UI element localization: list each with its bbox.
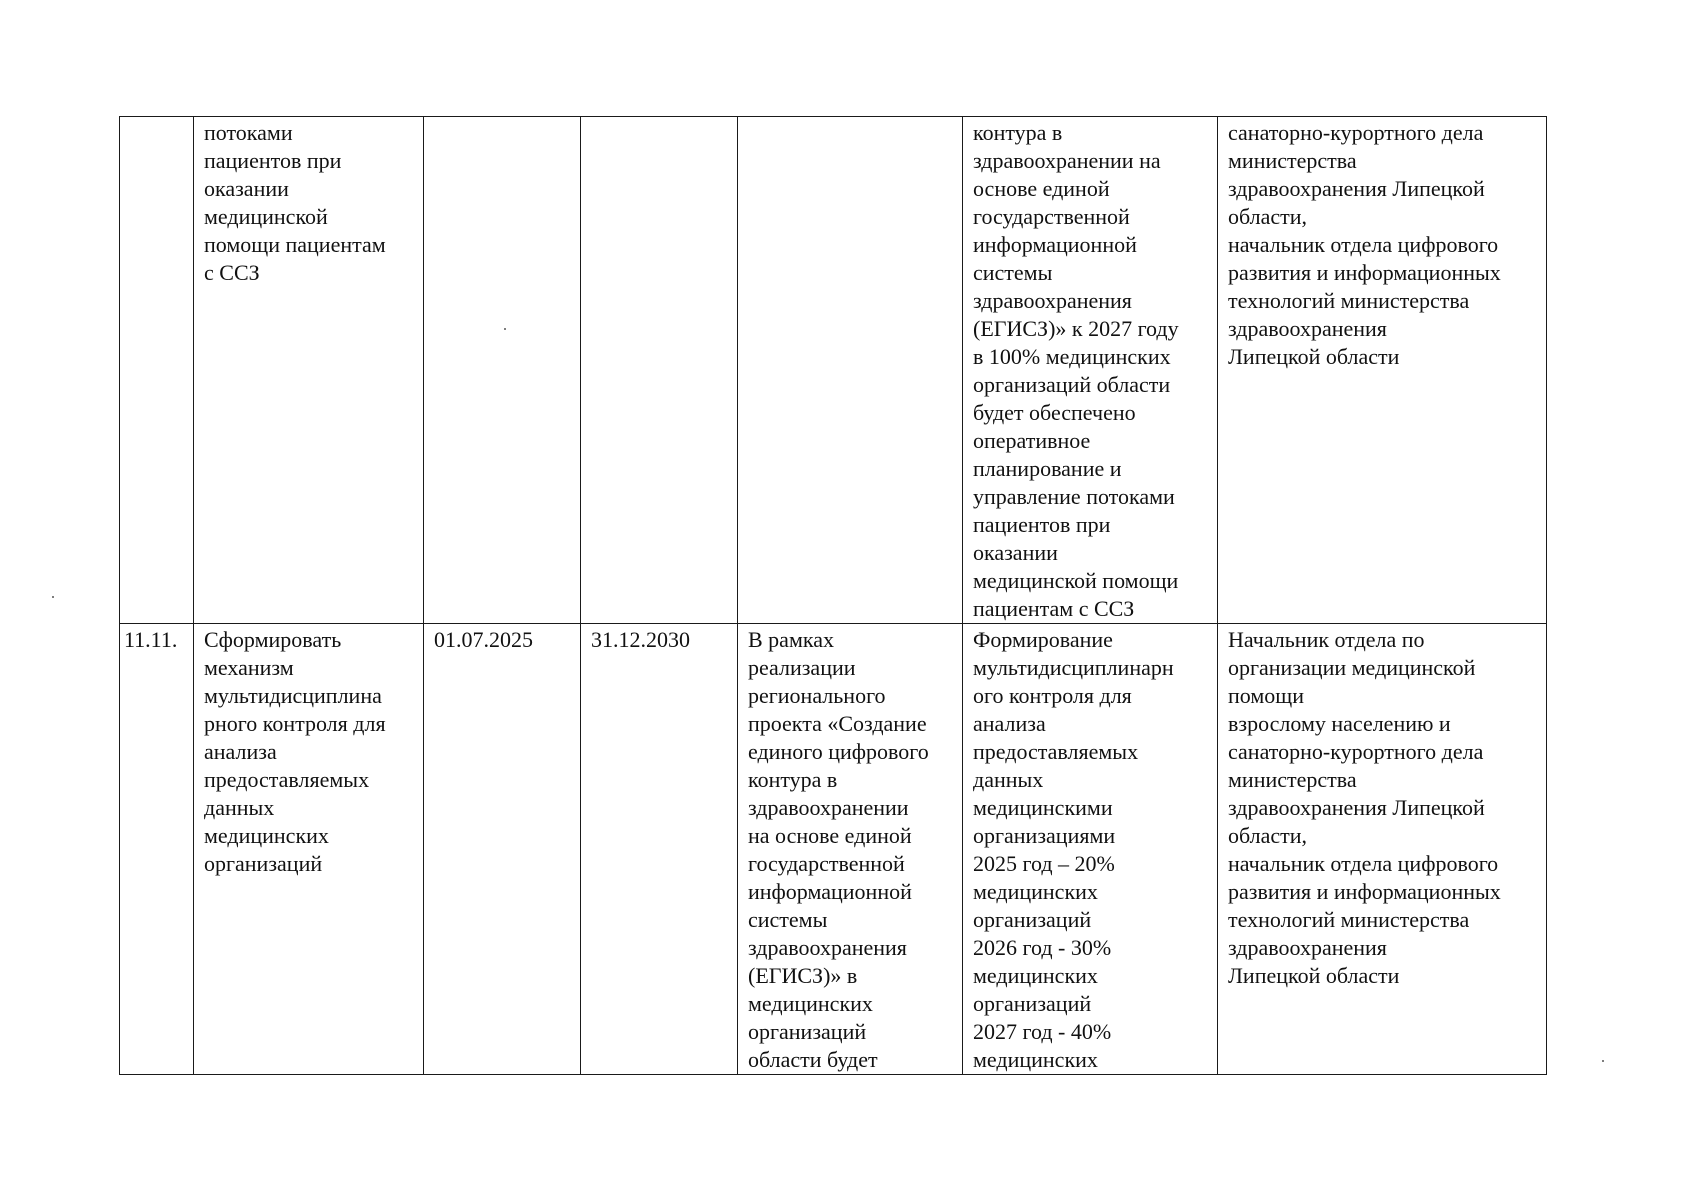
cell-description: В рамках реализации регионального проекта «Создание единого цифрового контура в здравоохранении на основе единой государственной информационной системы здравоохранения (ЕГИСЗ)» в медицинских организаций области будет [738,624,963,1075]
scan-speck [1602,1060,1604,1062]
scan-speck [52,596,54,598]
cell-description [738,117,963,624]
cell-number: 11.11. [120,624,194,1075]
cell-result: контура в здравоохранении на основе единой государственной информационной системы здравоохранения (ЕГИСЗ)» к 2027 году в 100% медицинских организаций области будет обеспечено оперативное планирование и управление потоками пациентов при оказании медицинской помощи пациентам с ССЗ [963,117,1218,624]
table-row [120,624,1547,1075]
cell-action: потоками пациентов при оказании медицинской помощи пациентам с ССЗ [194,117,424,624]
scan-speck [504,328,506,330]
plan-table [119,116,1547,1075]
cell-number [120,117,194,624]
table-row [120,117,1547,624]
cell-responsible: Начальник отдела по организации медицинской помощи взрослому населению и санаторно-курортного дела министерства здравоохранения Липецкой области, начальник отдела цифрового развития и информационных технологий министерства здравоохранения Липецкой области [1218,624,1547,1075]
cell-end-date [581,117,738,624]
cell-start-date [424,117,581,624]
cell-result: Формирование мультидисциплинарн ого контроля для анализа предоставляемых данных медицинскими организациями 2025 год – 20% медицинских организаций 2026 год - 30% медицинских организаций 2027 год - 40% медицинских [963,624,1218,1075]
cell-start-date: 01.07.2025 [424,624,581,1075]
cell-action: Сформировать механизм мультидисциплина рного контроля для анализа предоставляемых данных медицинских организаций [194,624,424,1075]
cell-end-date: 31.12.2030 [581,624,738,1075]
cell-responsible: санаторно-курортного дела министерства здравоохранения Липецкой области, начальник отдела цифрового развития и информационных технологий министерства здравоохранения Липецкой области [1218,117,1547,624]
